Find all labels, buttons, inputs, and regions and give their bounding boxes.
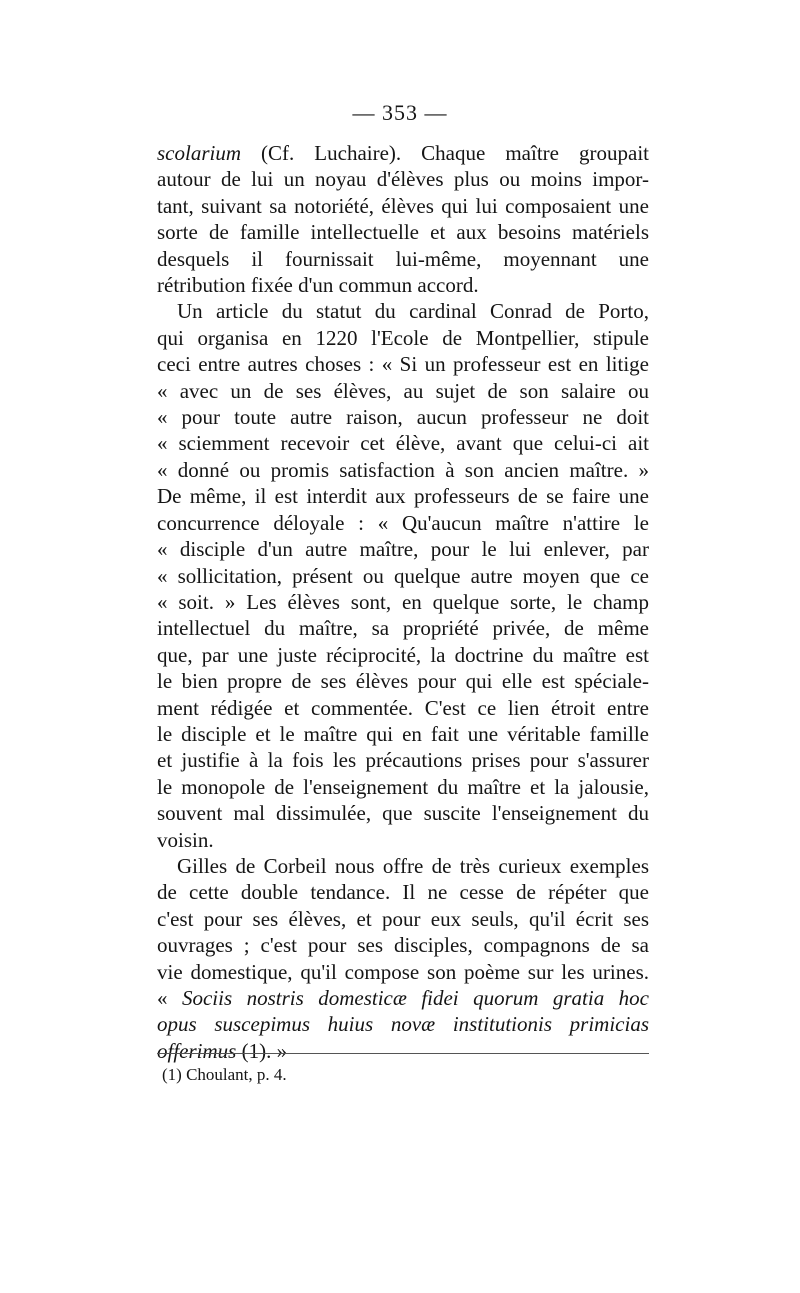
text-segment: « sciemment recevoir cet élève, avant que celui-ci ait	[157, 431, 649, 456]
text-segment: « sollicitation, présent ou quelque autre moyen que ce	[157, 563, 649, 588]
text-line	[157, 298, 649, 324]
text-line	[157, 906, 649, 932]
text-line	[157, 193, 649, 219]
text-segment: Un article du statut du cardinal Conrad de Porto,	[177, 299, 649, 324]
text-segment: voisin.	[157, 827, 214, 852]
text-line	[157, 246, 649, 272]
text-line	[157, 483, 649, 509]
text-line	[157, 457, 649, 483]
text-line	[157, 932, 649, 958]
text-line	[157, 1038, 649, 1064]
text-line	[157, 747, 649, 773]
text-line	[157, 219, 649, 245]
body-text	[157, 140, 649, 1064]
text-segment: de cette double tendance. Il ne cesse de répéter que	[157, 880, 649, 905]
text-line	[157, 853, 649, 879]
text-segment: qui organisa en 1220 l'Ecole de Montpellier, stipule	[157, 325, 649, 350]
text-segment: « disciple d'un autre maître, pour le lui enlever, par	[157, 537, 649, 562]
text-line	[157, 879, 649, 905]
paragraph	[157, 853, 649, 1064]
text-segment: que, par une juste réciprocité, la doctrine du maître est	[157, 642, 649, 667]
text-line	[157, 351, 649, 377]
text-line	[157, 827, 649, 853]
text-segment: (1). »	[236, 1038, 288, 1063]
text-segment: tant, suivant sa notoriété, élèves qui lui composaient une	[157, 193, 649, 218]
text-line	[157, 589, 649, 615]
text-segment: intellectuel du maître, sa propriété privée, de même	[157, 616, 649, 641]
text-segment: « soit. » Les élèves sont, en quelque sorte, le champ	[157, 589, 649, 614]
text-segment: concurrence déloyale : « Qu'aucun maître n'attire le	[157, 510, 649, 535]
text-line	[157, 959, 649, 985]
text-line	[157, 325, 649, 351]
text-segment: c'est pour ses élèves, et pour eux seuls, qu'il écrit ses	[157, 906, 649, 931]
text-segment: « pour toute autre raison, aucun professeur ne doit	[157, 405, 649, 430]
text-segment: sorte de famille intellectuelle et aux besoins matériels	[157, 220, 649, 245]
text-line	[157, 721, 649, 747]
page-number: — 353 —	[352, 100, 448, 125]
paragraph	[157, 140, 649, 298]
text-segment: (Cf. Luchaire). Chaque maître groupait	[241, 141, 649, 165]
text-segment: desquels il fournissait lui-même, moyennant une	[157, 246, 649, 271]
text-segment: Gilles de Corbeil nous offre de très curieux exemples	[177, 853, 649, 878]
text-segment: le bien propre de ses élèves pour qui elle est spéciale-	[157, 669, 649, 694]
text-line	[157, 536, 649, 562]
footnote-divider	[157, 1053, 649, 1054]
italic-text: offerimus	[157, 1038, 237, 1063]
text-segment: « avec un de ses élèves, au sujet de son salaire ou	[157, 378, 649, 403]
text-segment: ouvrages ; c'est pour ses disciples, compagnons de sa	[157, 933, 649, 958]
text-line	[157, 563, 649, 589]
text-segment: souvent mal dissimulée, que suscite l'enseignement du	[157, 801, 649, 826]
text-segment: ment rédigée et commentée. C'est ce lien étroit entre	[157, 695, 649, 720]
text-line	[157, 642, 649, 668]
text-line	[157, 166, 649, 192]
text-segment: autour de lui un noyau d'élèves plus ou moins impor-	[157, 167, 649, 192]
text-segment: le monopole de l'enseignement du maître et la jalousie,	[157, 774, 649, 799]
text-line	[157, 1011, 649, 1037]
text-segment: «	[157, 986, 182, 1010]
text-line	[157, 985, 649, 1011]
text-segment: vie domestique, qu'il compose son poème sur les urines.	[157, 959, 649, 984]
footnote: (1) Choulant, p. 4.	[162, 1065, 287, 1084]
text-segment: et justifie à la fois les précautions prises pour s'assurer	[157, 748, 649, 773]
text-line	[157, 615, 649, 641]
text-segment: De même, il est interdit aux professeurs de se faire une	[157, 484, 649, 509]
text-line	[157, 272, 649, 298]
text-line	[157, 378, 649, 404]
text-segment: ceci entre autres choses : « Si un professeur est en litige	[157, 352, 649, 377]
text-segment: rétribution fixée d'un commun accord.	[157, 273, 479, 298]
text-line	[157, 668, 649, 694]
text-line	[157, 800, 649, 826]
paragraph	[157, 298, 649, 853]
text-segment: le disciple et le maître qui en fait une véritable famille	[157, 721, 649, 746]
text-line	[157, 404, 649, 430]
italic-text: opus suscepimus huius novæ institutionis primicias	[157, 1012, 649, 1037]
text-line	[157, 140, 649, 166]
text-line	[157, 430, 649, 456]
text-line	[157, 695, 649, 721]
italic-text: Sociis nostris domesticæ fidei quorum gratia hoc	[181, 986, 649, 1010]
italic-text: scolarium	[157, 141, 241, 165]
text-segment: « donné ou promis satisfaction à son ancien maître. »	[157, 457, 649, 482]
text-line	[157, 774, 649, 800]
text-line	[157, 510, 649, 536]
